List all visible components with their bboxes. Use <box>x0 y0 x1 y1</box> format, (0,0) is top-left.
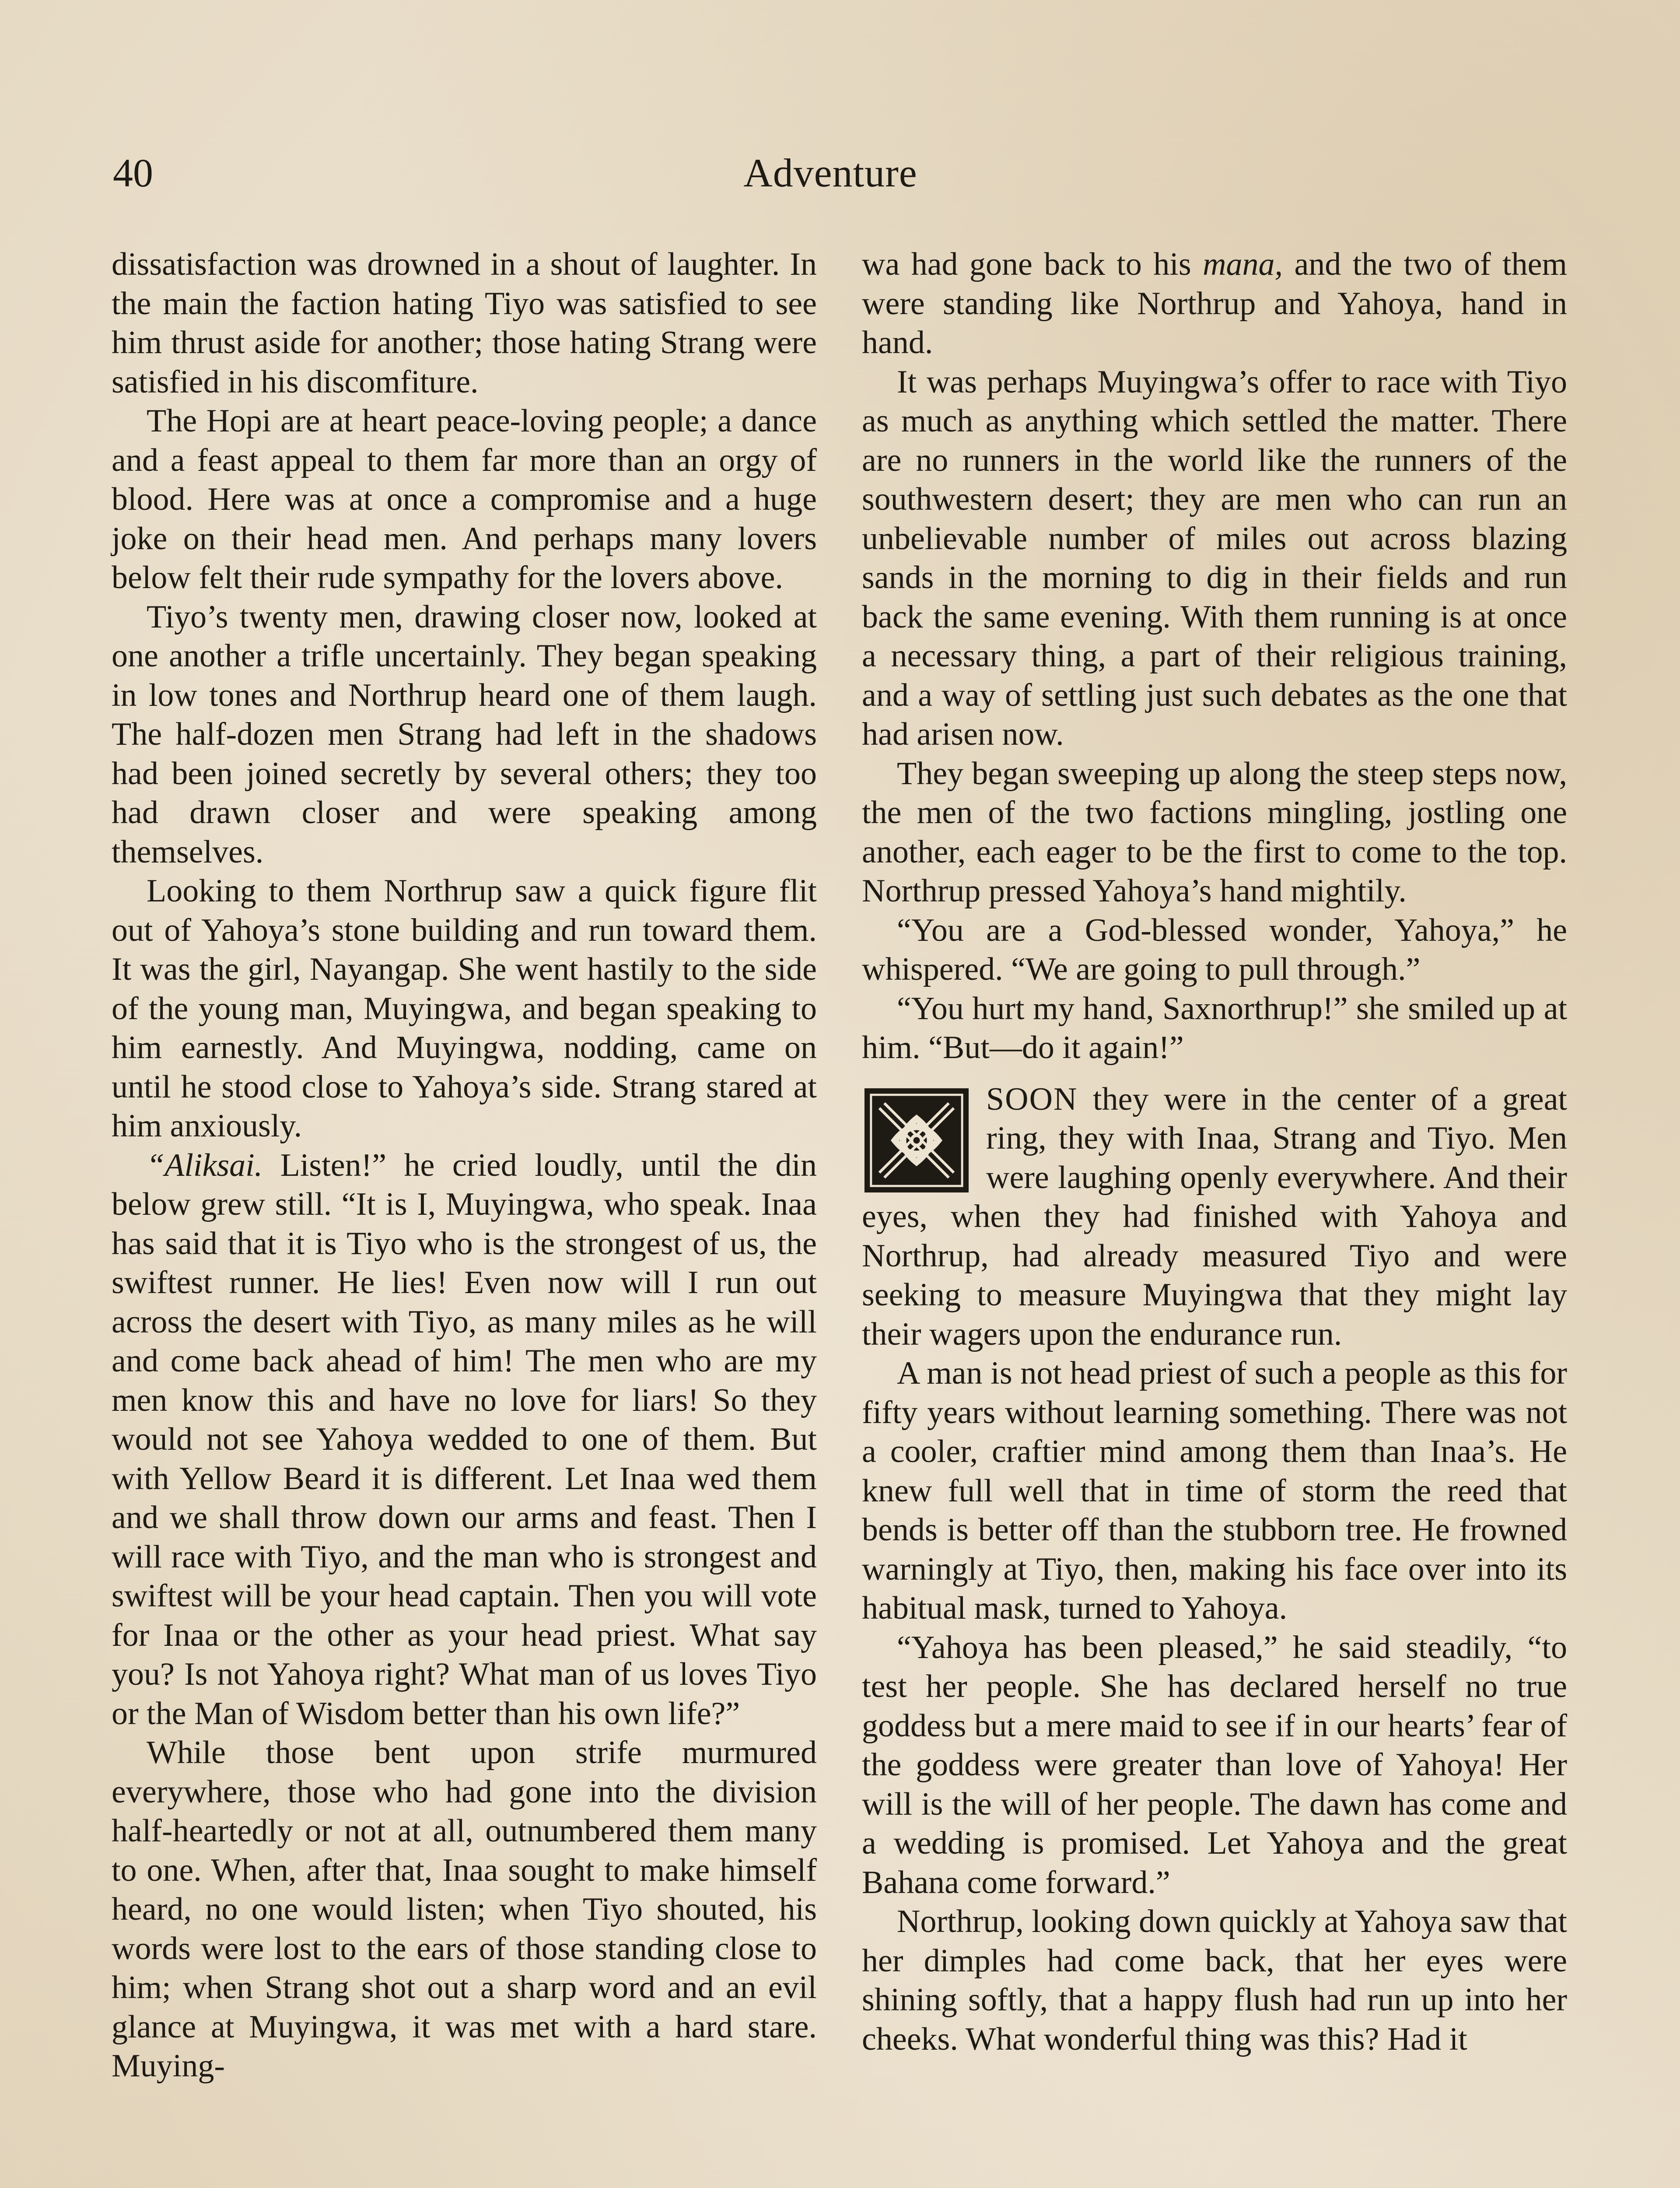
paragraph-text: they were in the center of a great ring, they with Inaa, Strang and Tiyo. Men were laughing openly everywhere. And their eyes, when they had finished with Yahoya and Northrup, had already measured Tiyo and were seeking to measure Muyingwa that they might lay their wagers upon the endurance run. <box>862 1081 1567 1352</box>
paragraph: It was perhaps Muyingwa’s offer to race with Tiyo as much as anything which settled the matter. There are no runners in the world like the runners of the southwestern desert; they are men who can run an unbelievable number of miles out across blazing sands in the morning to dig in their fields and run back the same evening. With them running is at once a necessary thing, a part of their religious training, and a way of settling just such debates as the one that had arisen now. <box>862 364 1567 752</box>
paragraph <box>862 245 1567 363</box>
paragraph-text: wa had gone back to his <box>862 246 1203 282</box>
paragraph: dissatisfaction was drowned in a shout of laughter. In the main the faction hating Tiyo was satisfied to see him thrust aside for another; those hating Strang were satisfied in his discomfiture. <box>112 246 817 400</box>
paragraph: Looking to them Northrup saw a quick figure flit out of Yahoya’s stone building and run toward them. It was the girl, Nayangap. She went hastily to the side of the young man, Muyingwa, and began speaking to him earnestly. And Muyingwa, nodding, came on until he stood close to Yahoya’s side. Strang stared at him anxiously. <box>112 873 817 1144</box>
paragraph <box>112 1146 817 1734</box>
italic-word-aliksai: “Aliksai. <box>147 1147 263 1183</box>
italic-word-mana: mana, <box>1203 246 1283 282</box>
dropcap-lead-word: SOON <box>986 1081 1078 1117</box>
paragraph: “You are a God-blessed wonder, Yahoya,” he whispered. “We are going to pull through.” <box>862 912 1567 987</box>
page-number: 40 <box>113 151 153 195</box>
paragraph-text: Listen!” he cried loudly, until the din below grew still. “It is I, Muyingwa, who speak. Inaa has said that it is Tiyo who is the strongest of us, the swiftest runner. He lies! Even now will I run out across the desert with Tiyo, as many miles as he will and come back ahead of him! The men who are my men know this and have no love for liars! So they would not see Yahoya wedded to one of them. But with Yellow Beard it is different. Let Inaa wed them and we shall throw down our arms and feast. Then I will race with Tiyo, and the man who is strongest and swiftest will be your head captain. Then you will vote for Inaa or the other as your head priest. What say you? Is not Yahoya right? What man of us loves Tiyo or the Man of Wisdom better than his own life?” <box>112 1147 817 1732</box>
paragraph: Tiyo’s twenty men, drawing closer now, looked at one another a trifle uncertainly. They began speaking in low tones and Northrup heard one of them laugh. The half-dozen men Strang had left in the shadows had been joined secretly by several others; they too had drawn closer and were speaking among themselves. <box>112 599 817 870</box>
paragraph: “Yahoya has been pleased,” he said steadily, “to test her people. She has declared herself no true goddess but a mere maid to see if in our hearts’ fear of the goddess were greater than love of Yahoya! Her will is the will of her people. The dawn has come and a wedding is promised. Let Yahoya and the great Bahana come forward.” <box>862 1629 1567 1900</box>
knot-ornament-icon <box>862 1086 971 1195</box>
paragraph: The Hopi are at heart peace-loving people; a dance and a feast appeal to them far more than an orgy of blood. Here was at once a compromise and a huge joke on their head men. And perhaps many lovers below felt their rude sympathy for the lovers above. <box>112 403 817 596</box>
right-column <box>862 245 1567 2059</box>
paragraph: “You hurt my hand, Saxnorthrup!” she smiled up at him. “But—do it again!” <box>862 990 1567 1066</box>
paragraph: While those bent upon strife murmured everywhere, those who had gone into the division half-heartedly or not at all, outnumbered them many to one. When, after that, Inaa sought to make himself heard, no one would listen; when Tiyo shouted, his words were lost to the ears of those standing close to him; when Strang shot out a sharp word and an evil glance at Muyingwa, it was met with a hard stare. Muying- <box>112 1735 817 2084</box>
left-column <box>112 245 817 2086</box>
paragraph: They began sweeping up along the steep steps now, the men of the two factions mingling, jostling one another, each eager to be the first to come to the top. Northrup pressed Yahoya’s hand mightily. <box>862 755 1567 909</box>
paragraph: A man is not head priest of such a people as this for fifty years without learning something. There was not a cooler, craftier mind among them than Inaa’s. He knew full well that in time of storm the reed that bends is better off than the stubborn tree. He frowned warningly at Tiyo, then, making his face over into its habitual mask, turned to Yahoya. <box>862 1355 1567 1626</box>
magazine-title: Adventure <box>743 151 917 195</box>
paragraph: Northrup, looking down quickly at Yahoya saw that her dimples had come back, that her eyes were shining softly, that a happy flush had run up into her cheeks. What wonderful thing was this? Had it <box>862 1904 1567 2057</box>
dropcap-paragraph <box>862 1080 1567 1354</box>
running-head <box>113 144 1565 201</box>
paragraph-text: and the two of them were standing like Northrup and Yahoya, hand in hand. <box>862 246 1567 361</box>
